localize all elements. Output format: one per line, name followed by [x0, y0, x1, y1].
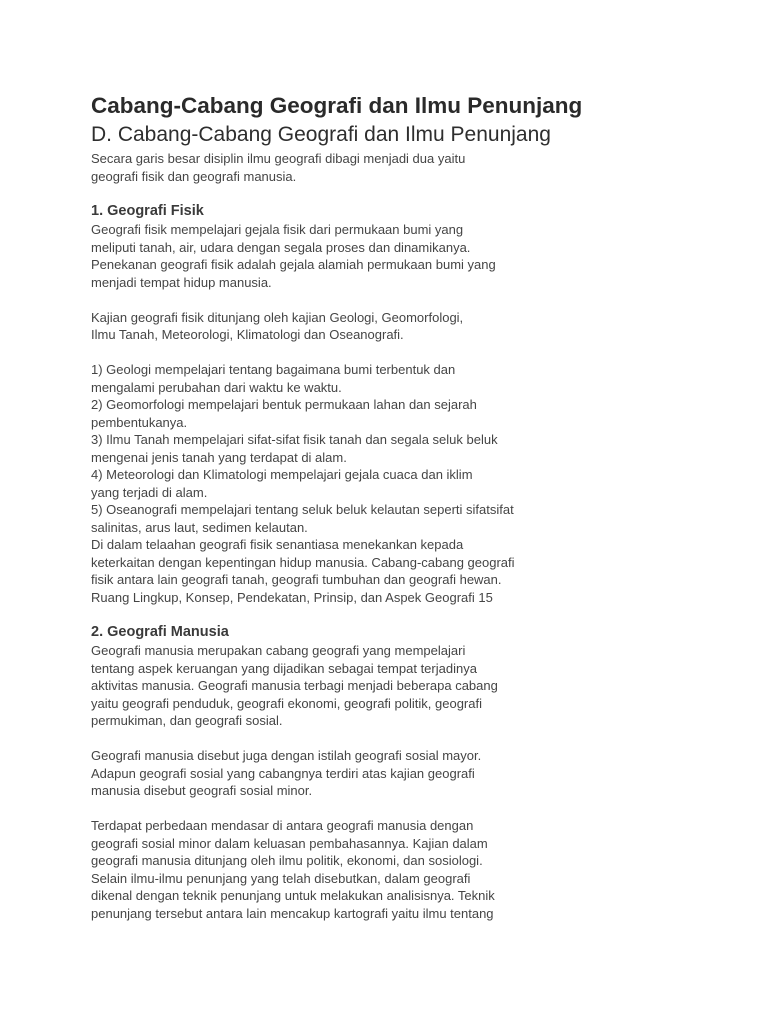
text-line: Geografi manusia merupakan cabang geografi yang mempelajari: [91, 643, 466, 658]
list-item-line: 1) Geologi mempelajari tentang bagaimana bumi terbentuk dan: [91, 362, 456, 377]
text-line: keterkaitan dengan kepentingan hidup manusia. Cabang-cabang geografi: [91, 554, 515, 570]
geografi-fisik-paragraph-2: [91, 309, 561, 344]
text-line: yaitu geografi penduduk, geografi ekonomi, geografi politik, geografi: [91, 695, 482, 711]
section-heading-geografi-manusia: 2. Geografi Manusia: [91, 624, 229, 640]
text-line: dikenal dengan teknik penunjang untuk melakukan analisisnya. Teknik: [91, 888, 495, 903]
text-line: Ilmu Tanah, Meteorologi, Klimatologi dan Oseanografi.: [91, 327, 404, 342]
text-line: aktivitas manusia. Geografi manusia terbagi menjadi beberapa cabang: [91, 678, 498, 693]
text-line: fisik antara lain geografi tanah, geografi tumbuhan dan geografi hewan.: [91, 572, 502, 587]
list-item-line: pembentukanya.: [91, 414, 188, 430]
list-item-line: salinitas, arus laut, sedimen kelautan.: [91, 519, 308, 535]
text-line: permukiman, dan geografi sosial.: [91, 713, 283, 728]
document-page: [91, 92, 583, 922]
text-line: Terdapat perbedaan mendasar di antara geografi manusia dengan: [91, 818, 474, 833]
document-title: Cabang-Cabang Geografi dan Ilmu Penunjang: [91, 93, 583, 118]
list-item-line: 2) Geomorfologi mempelajari bentuk permukaan lahan dan sejarah: [91, 397, 477, 412]
text-line: geografi manusia ditunjang oleh ilmu politik, ekonomi, dan sosiologi.: [91, 853, 483, 868]
section-heading-geografi-fisik: 1. Geografi Fisik: [91, 203, 204, 219]
geografi-manusia-paragraph-1: [91, 642, 561, 730]
intro-paragraph: [91, 150, 561, 185]
list-item-line: yang terjadi di alam.: [91, 484, 208, 500]
text-line: Secara garis besar disiplin ilmu geografi dibagi menjadi dua yaitu: [91, 151, 466, 166]
list-item-line: 3) Ilmu Tanah mempelajari sifat-sifat fisik tanah dan segala seluk beluk: [91, 432, 498, 447]
geografi-fisik-list: [91, 361, 561, 606]
text-line: tentang aspek keruangan yang dijadikan sebagai tempat terjadinya: [91, 660, 477, 676]
list-item-line: 4) Meteorologi dan Klimatologi mempelajari gejala cuaca dan iklim: [91, 467, 473, 482]
text-line: Selain ilmu-ilmu penunjang yang telah disebutkan, dalam geografi: [91, 870, 471, 886]
document-subtitle: D. Cabang-Cabang Geografi dan Ilmu Penunjang: [91, 123, 551, 146]
text-line: Geografi fisik mempelajari gejala fisik dari permukaan bumi yang: [91, 222, 464, 237]
text-line: Adapun geografi sosial yang cabangnya terdiri atas kajian geografi: [91, 765, 475, 781]
text-line: Kajian geografi fisik ditunjang oleh kajian Geologi, Geomorfologi,: [91, 309, 464, 325]
list-item-line: 5) Oseanografi mempelajari tentang seluk beluk kelautan seperti sifatsifat: [91, 502, 514, 517]
geografi-manusia-paragraph-2: [91, 747, 561, 800]
text-line: meliputi tanah, air, udara dengan segala proses dan dinamikanya.: [91, 239, 471, 255]
text-line: menjadi tempat hidup manusia.: [91, 274, 272, 290]
text-line: manusia disebut geografi sosial minor.: [91, 783, 313, 798]
list-item-line: mengenai jenis tanah yang terdapat di alam.: [91, 449, 347, 465]
list-item-line: mengalami perubahan dari waktu ke waktu.: [91, 379, 342, 395]
text-line: geografi fisik dan geografi manusia.: [91, 168, 297, 184]
text-line: penunjang tersebut antara lain mencakup kartografi yaitu ilmu tentang: [91, 905, 494, 921]
text-line: Penekanan geografi fisik adalah gejala alamiah permukaan bumi yang: [91, 257, 496, 272]
text-line: Ruang Lingkup, Konsep, Pendekatan, Prinsip, dan Aspek Geografi 15: [91, 589, 493, 605]
text-line: geografi sosial minor dalam keluasan pembahasannya. Kajian dalam: [91, 835, 488, 851]
geografi-fisik-paragraph-1: [91, 221, 561, 291]
text-line: Geografi manusia disebut juga dengan istilah geografi sosial mayor.: [91, 748, 482, 763]
text-line: Di dalam telaahan geografi fisik senantiasa menekankan kepada: [91, 537, 464, 552]
geografi-manusia-paragraph-3: [91, 817, 561, 922]
